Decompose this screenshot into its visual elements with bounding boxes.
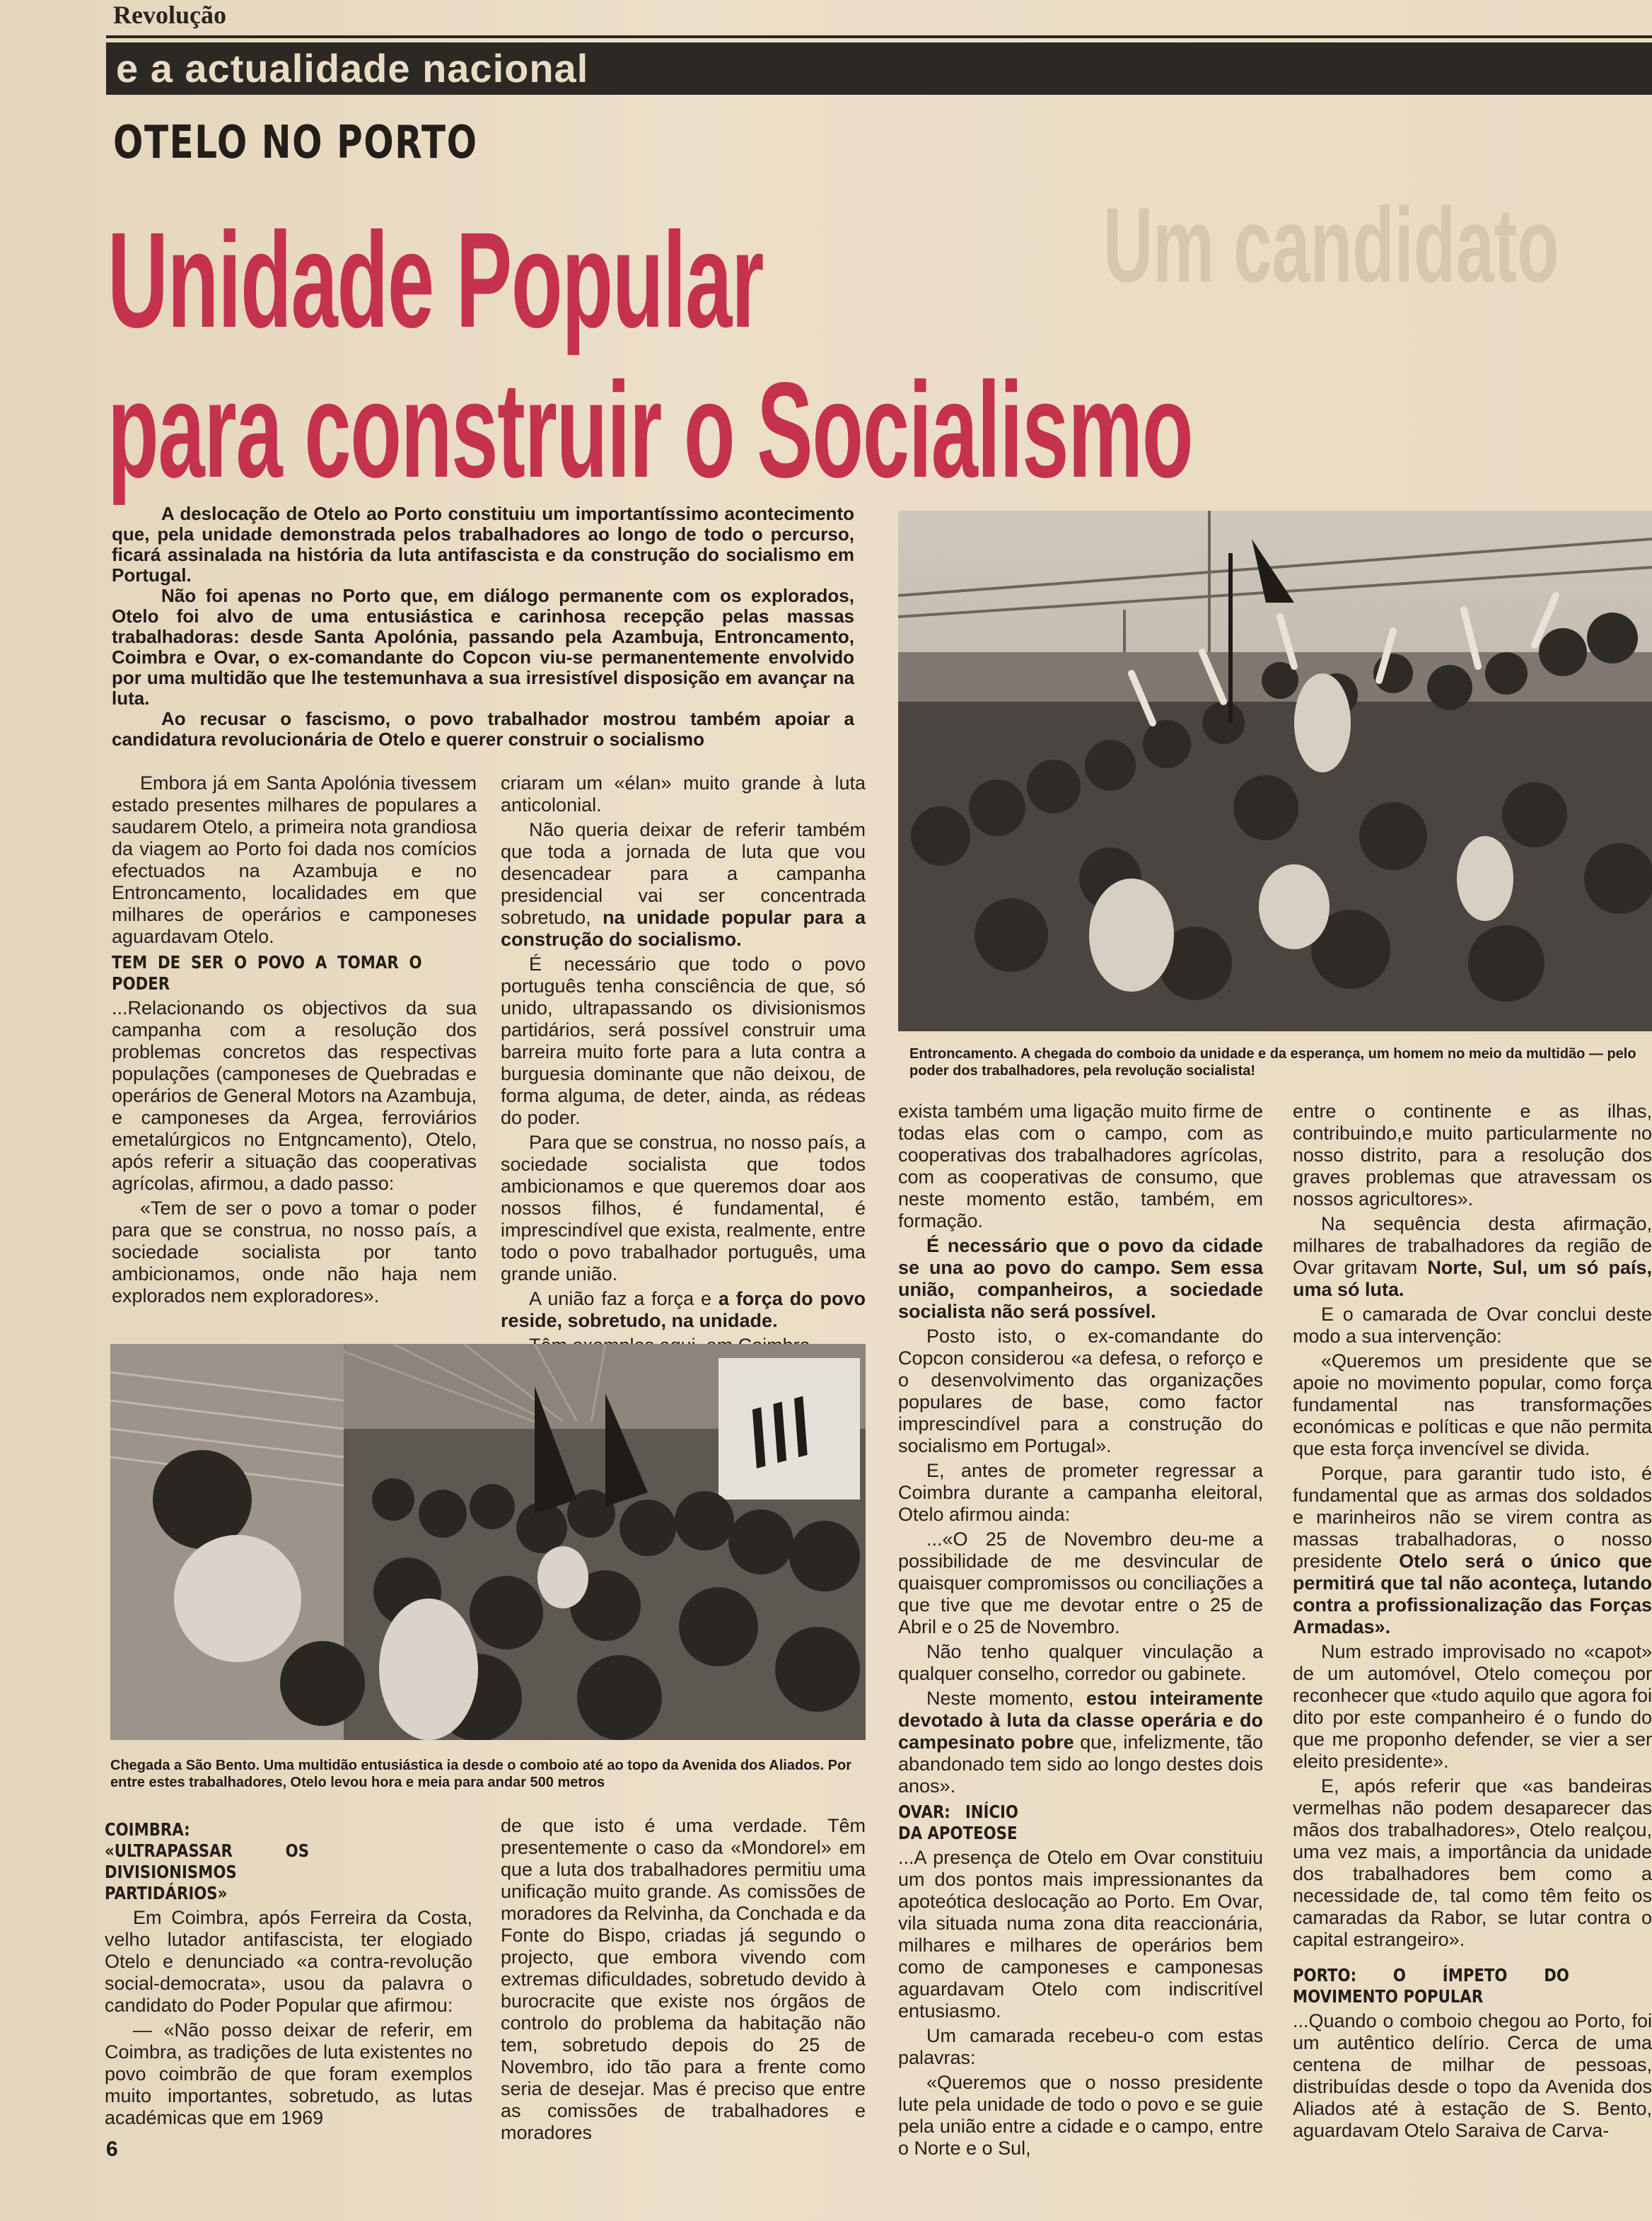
photo-caption-sao-bento: Chegada a São Bento. Uma multidão entusiástica ia desde o comboio até ao topo da Avenida dos Aliados. Por entre estes trabalhadores, Otelo levou hora e meia para andar 500 metros — [110, 1758, 851, 1790]
paragraph: Posto isto, o ex-comandante do Copcon considerou «a defesa, o reforço e o desenvolvimento das organizações populares de base, como factor imprescindível para a construção do socialismo em Portugal». — [898, 1326, 1263, 1456]
bold-run: Otelo será o único que permitirá que tal não aconteça, lutando contra a profissionalização das Forças Armadas». — [1293, 1550, 1652, 1637]
paragraph: Em Coimbra, após Ferreira da Costa, velho lutador antifascista, ter elogiado Otelo e denunciado «a contra-revolução social-democrata», usou da palavra o candidato do Poder Popular que afirmou: — [105, 1907, 472, 2016]
text-run: que, infelizmente, tão abandonado tem sido ao longo destes dois anos». — [898, 1732, 1263, 1797]
bold-run: É necessário que o povo da cidade se una ao povo do campo. Sem essa união, companheiros, a sociedade socialista não será possível. — [898, 1235, 1263, 1322]
paragraph: ...Quando o comboio chegou ao Porto, foi um autêntico delírio. Cerca de uma centena de milhar de pessoas, distribuídas desde o topo da Avenida dos Aliados até à estação de S. Bento, aguardavam Otelo Saraiva de Carva- — [1293, 2010, 1652, 2141]
kicker: OTELO NO PORTO — [113, 117, 478, 169]
text-run: A união faz a força e — [529, 1288, 711, 1309]
paragraph: Um camarada recebeu-o com estas palavras: — [898, 2025, 1263, 2068]
photo-caption-entroncamento: Entroncamento. A chegada do comboio da unidade e da esperança, um homem no meio da multidão — pelo poder dos trabalhadores, pela revolução socialista! — [909, 1046, 1636, 1079]
lead-paragraph: Ao recusar o fascismo, o povo trabalhador mostrou também apoiar a candidatura revolucionária de Otelo e querer construir o socialismo — [112, 708, 854, 750]
paragraph: — «Não posso deixar de referir, em Coimbra, as tradições de luta existentes no povo coimbrão de que foram exemplos muito importantes, sobretudo, as lutas académicas que em 1969 — [105, 2019, 472, 2128]
bold-run: a força do povo reside, sobretudo, na unidade. — [501, 1288, 866, 1331]
paragraph: Num estrado improvisado no «capot» de um automóvel, Otelo começou por reconhecer que «tudo aquilo que agora foi dito por este companheiro é o fundo do que me proponho defender, se vier a ser eleito presidente». — [1293, 1641, 1652, 1772]
paragraph — [1293, 1213, 1652, 1301]
column-4 — [1293, 1101, 1652, 2145]
lead-paragraphs — [112, 504, 854, 750]
photo-sao-bento-crowd — [110, 1344, 866, 1740]
section-title: e a actualidade nacional — [116, 46, 589, 91]
paragraph — [898, 1235, 1263, 1323]
section-bar — [106, 42, 1652, 95]
paragraph: E o camarada de Ovar conclui deste modo a sua intervenção: — [1293, 1304, 1652, 1347]
photo-entroncamento-crowd — [898, 511, 1652, 1031]
subheading: TEM DE SER O POVO A TOMAR O PODER — [112, 952, 422, 994]
paragraph: ...A presença de Otelo em Ovar constituiu um dos pontos mais impressionantes da apoteótica deslocação ao Porto. Em Ovar, vila situada numa zona dita reaccionária, milhares e milhares de operários bem como de camponeses e camponesas aguardavam Otelo com indiscritível entusiasmo. — [898, 1847, 1263, 2022]
subheading: COIMBRA: «ULTRAPASSAR OS DIVISIONISMOS PARTIDÁRIOS» — [105, 1819, 309, 1903]
paragraph: E, antes de prometer regressar a Coimbra durante a campanha eleitoral, Otelo afirmou ainda: — [898, 1460, 1263, 1525]
paragraph: «Queremos que o nosso presidente lute pela unidade de todo o povo e se guie pela união entre a cidade e o campo, entre o Norte e o Sul, — [898, 2072, 1263, 2159]
crowd-photo-illustration — [898, 511, 1652, 1031]
paragraph: exista também uma ligação muito firme de todas elas com o campo, com as cooperativas dos trabalhadores agrícolas, com as cooperativas de consumo, que neste momento estão, também, em formação. — [898, 1101, 1263, 1231]
column-2-bottom — [501, 1815, 866, 2147]
bold-run: na unidade popular para a construção do socialismo. — [501, 907, 866, 950]
paragraph: E, após referir que «as bandeiras vermelhas não podem desaparecer das mãos dos trabalhadores», Otelo realçou, uma vez mais, a importância da unidade dos trabalhadores bem como a necessidade de, tal como têm feito os camaradas da Rabor, se lutar contra o capital estrangeiro». — [1293, 1775, 1652, 1950]
paragraph: Para que se construa, no nosso país, a sociedade socialista que todos ambicionamos e que queremos doar aos nossos filhos, é fundamental, é imprescindível que exista, realmente, entre todo o povo trabalhador português, uma grande união. — [501, 1132, 866, 1285]
paragraph — [1293, 1463, 1652, 1638]
bleed-through-text: Um candidato — [1103, 185, 1559, 304]
column-2 — [501, 772, 866, 1359]
paragraph: É necessário que todo o povo português tenha consciência de que, só unido, ultrapassando os divisionismos partidários, será possível construir uma barreira muito forte para a luta contra a burguesia dominante que não deixou, de forma alguma, de deter, ainda, as rédeas do poder. — [501, 953, 866, 1128]
masthead-rule — [106, 35, 1652, 38]
svg-text:///: /// — [737, 1382, 823, 1484]
headline-line-1: Unidade Popular — [107, 204, 764, 356]
paragraph: «Tem de ser o povo a tomar o poder para que se construa, no nosso país, a sociedade socialista por tanto ambicionamos, onde não haja nem explorados nem exploradores». — [112, 1198, 477, 1306]
paragraph: «Queremos um presidente que se apoie no movimento popular, como força fundamental nas transformações económicas e políticas e que não permita que esta força invencível se divida. — [1293, 1350, 1652, 1459]
station-photo-illustration — [110, 1344, 866, 1740]
paragraph: ...Relacionando os objectivos da sua campanha com a resolução dos problemas concretos das respectivas populações (camponeses de Quebradas e operários de General Motors na Azambuja, e camponeses da Argea, ferroviários emetalúrgicos no Entgncamento), Otelo, após referir a situação das cooperativas agrícolas, afirmou, a dado passo: — [112, 997, 477, 1194]
column-1 — [112, 772, 477, 1310]
text-run: Na sequência desta afirmação, milhares de trabalhadores da região de Ovar gritavam — [1293, 1213, 1652, 1278]
lead-paragraph: Não foi apenas no Porto que, em diálogo permanente com os explorados, Otelo foi alvo de uma entusiástica e carinhosa recepção pelas massas trabalhadoras: desde Santa Apolónia, passando pela Azambuja, Entroncamento, Coimbra e Ovar, o ex-comandante do Copcon viu-se permanentemente envolvido por uma multidão que lhe testemunhava a sua irresistível disposição em avançar na luta. — [112, 585, 854, 709]
paragraph: ...«O 25 de Novembro deu-me a possibilidade de me desvincular de quaisquer compromissos ou conciliações a que tive que me devotar entre o 25 de Abril e o 25 de Novembro. — [898, 1529, 1263, 1637]
paragraph: Embora já em Santa Apolónia tivessem estado presentes milhares de populares a saudarem Otelo, a primeira nota grandiosa da viagem ao Porto foi dada nos comícios efectuados na Azambuja e no Entroncamento, localidades em que milhares de operários e camponeses aguardavam Otelo. — [112, 772, 477, 947]
text-run: Não queria deixar de referir também que toda a jornada de luta que vou desencadear para a campanha presidencial vai ser concentrada sobretudo, — [501, 819, 866, 928]
paragraph: Não tenho qualquer vinculação a qualquer conselho, corredor ou gabinete. — [898, 1641, 1263, 1684]
paragraph — [501, 1288, 866, 1332]
paragraph: entre o continente e as ilhas, contribuindo,e muito particularmente no nosso distrito, para a resolução dos graves problemas que atravessam os nossos agricultores». — [1293, 1101, 1652, 1210]
subheading: OVAR: INÍCIO DA APOTEOSE — [898, 1802, 1018, 1843]
column-1-bottom — [105, 1815, 472, 2132]
column-3 — [898, 1101, 1263, 2162]
paragraph — [501, 819, 866, 951]
masthead: Revolução — [113, 1, 226, 29]
paragraph: criaram um «élan» muito grande à luta anticolonial. — [501, 772, 866, 816]
subheading: PORTO: O ÍMPETO DO MOVIMENTO POPULAR — [1293, 1965, 1569, 2007]
page-number: 6 — [106, 2138, 118, 2161]
lead-paragraph: A deslocação de Otelo ao Porto constituiu um importantíssimo acontecimento que, pela unidade demonstrada pelos trabalhadores ao longo de todo o percurso, ficará assinalada na história da luta antifascista e da construção do socialismo em Portugal. — [112, 503, 854, 586]
paragraph — [898, 1688, 1263, 1797]
paragraph: de que isto é uma verdade. Têm presentemente o caso da «Mondorel» em que a luta dos trabalhadores permitiu uma unificação muito grande. As comissões de moradores da Relvinha, da Conchada e da Fonte do Bispo, criadas já segundo o projecto, que embora vivendo com extremas dificuldades, sobretudo devido à burocracite que existe nos órgãos de controlo do problema da habitação não tem, sobretudo depois do 25 de Novembro, ido tão para a frente como seria de desejar. Mas é preciso que entre as comissões de trabalhadores e moradores — [501, 1815, 866, 2143]
headline-line-2: para construir o Socialismo — [107, 354, 1193, 506]
bold-run: Norte, Sul, um só país, uma só luta. — [1293, 1257, 1652, 1300]
bold-run: estou inteiramente devotado à luta da classe operária e do campesinato pobre — [898, 1688, 1263, 1753]
text-run: Neste momento, — [926, 1688, 1074, 1709]
text-run: Porque, para garantir tudo isto, é fundamental que as armas dos soldados e marinheiros não se virem contra as massas trabalhadoras, o nosso presidente — [1293, 1463, 1652, 1572]
